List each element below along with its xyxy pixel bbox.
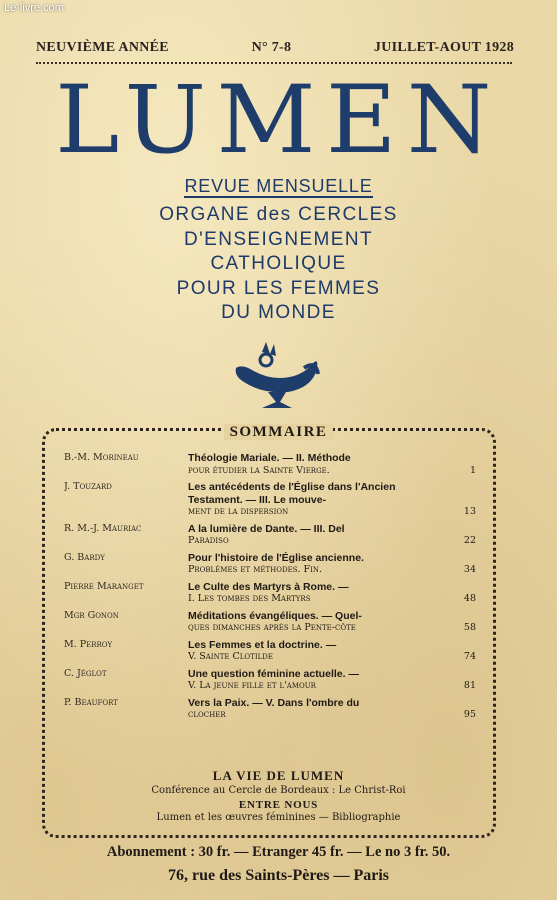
toc-title: Théologie Mariale. — II. Méthode (188, 452, 351, 464)
subtitle-block (0, 176, 557, 326)
toc-author: C. Jéglot (64, 667, 107, 679)
toc-author: J. Touzard (64, 481, 112, 492)
issue-number: N° 7-8 (251, 40, 292, 55)
toc-title: Méditations évangéliques. — Quel- (188, 609, 362, 622)
toc-entry (64, 639, 476, 664)
organ-line: DU MONDE (221, 302, 336, 323)
table-of-contents (64, 452, 476, 726)
issue-header (36, 40, 514, 56)
toc-subtitle: Paradiso (188, 535, 229, 546)
issue-date: JUILLET-AOUT 1928 (373, 40, 514, 55)
toc-author: Mgr Gonon (64, 609, 119, 621)
toc-subtitle: ment de la dispersion (188, 506, 289, 517)
toc-title: Les Femmes et la doctrine. — (188, 638, 337, 651)
organ-line: POUR LES FEMMES (176, 277, 381, 299)
vie-de-lumen (0, 768, 557, 823)
toc-subtitle: pour étudier la Sainte Vierge. (188, 464, 330, 476)
toc-author: Pierre Maranget (64, 580, 144, 592)
summary-title: SOMMAIRE (224, 424, 334, 440)
entre-nous-line: Lumen et les œuvres féminines — Bibliographie (156, 812, 401, 823)
toc-entry (64, 452, 476, 477)
header-rule (36, 62, 512, 64)
toc-page: 13 (463, 506, 476, 517)
toc-page: 34 (463, 564, 476, 575)
organ-line: CATHOLIQUE (210, 253, 347, 274)
toc-author: R. M.-J. Mauriac (64, 522, 142, 534)
oil-lamp-icon (232, 342, 324, 412)
toc-entry (64, 481, 476, 519)
toc-page: 95 (463, 709, 476, 720)
vie-title: LA VIE DE LUMEN (212, 768, 345, 783)
toc-subtitle: I. Les tombes des Martyrs (188, 593, 311, 604)
organ-line: ORGANE des CERCLES (159, 204, 398, 225)
subtitle: REVUE MENSUELLE (184, 176, 373, 196)
toc-subtitle: clocher (188, 709, 226, 720)
toc-title: Vers la Paix. — V. Dans l'ombre du (188, 696, 360, 709)
toc-entry (64, 552, 476, 577)
toc-title: Une question féminine actuelle. — (188, 667, 359, 680)
magazine-title: LUMEN (55, 66, 502, 175)
toc-page: 74 (463, 651, 476, 662)
entre-nous-title: ENTRE NOUS (238, 799, 319, 811)
toc-title: Le Culte des Martyrs à Rome. — (188, 580, 349, 593)
subscription-price: Abonnement : 30 fr. — Etranger 45 fr. — Le no 3 fr. 50. (106, 844, 451, 860)
toc-page: 81 (463, 680, 476, 691)
toc-author: G. Bardy (64, 551, 105, 563)
toc-page: 1 (469, 464, 476, 476)
toc-author: P. Beaufort (64, 696, 118, 708)
year-label: NEUVIÈME ANNÉE (36, 40, 169, 55)
toc-page: 22 (463, 535, 476, 546)
vie-line: Conférence au Cercle de Bordeaux : Le Christ-Roi (151, 785, 406, 796)
toc-title: Les antécédents de l'Église dans l'Ancien Testament. — III. Le mouve- (188, 481, 396, 506)
toc-title: A la lumière de Dante. — III. Del (188, 522, 345, 535)
publisher-address: 76, rue des Saints-Pères — Paris (167, 867, 389, 884)
toc-subtitle: ques dimanches après la Pente-côte (188, 622, 356, 633)
toc-author: M. Perroy (64, 638, 113, 650)
toc-subtitle: Problèmes et méthodes. Fin. (188, 564, 323, 575)
toc-entry (64, 697, 476, 722)
toc-author: B.-M. Morineau (64, 452, 139, 463)
toc-entry (64, 610, 476, 635)
watermark: Le-livre.com (4, 2, 64, 14)
toc-page: 58 (463, 622, 476, 633)
toc-title: Pour l'histoire de l'Église ancienne. (188, 551, 364, 564)
toc-entry (64, 668, 476, 693)
toc-page: 48 (463, 593, 476, 604)
toc-subtitle: V. Sainte Clotilde (188, 651, 273, 662)
toc-entry (64, 523, 476, 548)
toc-entry (64, 581, 476, 606)
toc-subtitle: V. La jeune fille et l'amour (188, 680, 316, 691)
organ-line: D'ENSEIGNEMENT (184, 228, 373, 250)
